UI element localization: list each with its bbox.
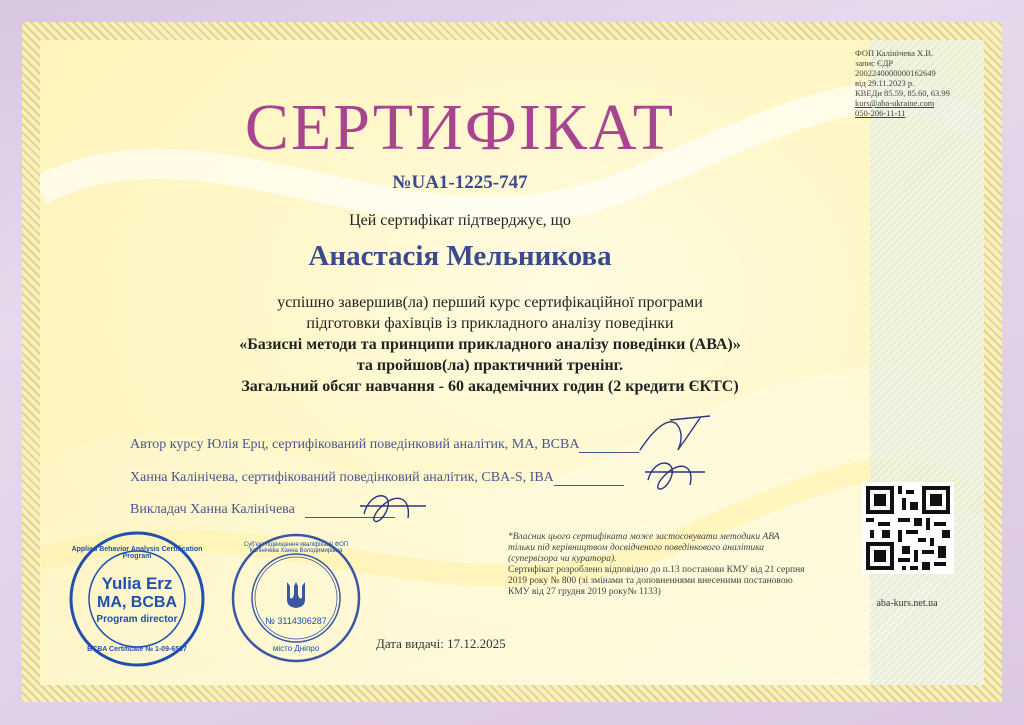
- course-name: «Базисні методи та принципи прикладного аналізу поведінки (АВА)»: [239, 336, 741, 353]
- note-disclaimer: *Власник цього сертифіката може застосовувати методики АВА тільки під керівництвом досвідченого поведінкового аналітика (супервізора чи куратора).: [508, 532, 780, 564]
- website-link[interactable]: aba-kurs.net.ua: [876, 598, 938, 609]
- stamp-name: Yulia Erz: [101, 574, 173, 593]
- signature-label: Ханна Калінічева, сертифікований поведінковий аналітик, CBA-S, IBA: [130, 470, 554, 485]
- registration-info: [855, 48, 975, 118]
- issue-date: Дата видачі: 17.12.2025: [376, 636, 506, 651]
- stamp-role: Program director: [96, 614, 178, 625]
- program-director-stamp: [68, 530, 206, 668]
- reg-line: 2002240000000162649: [855, 68, 936, 78]
- signature-scribble-teacher: [356, 482, 436, 532]
- course-description: [130, 292, 850, 397]
- body-line: та пройшов(ла) практичний тренінг.: [356, 357, 624, 374]
- signature-scribble-director: [640, 450, 710, 500]
- organization-stamp: [230, 532, 362, 664]
- certificate-title: СЕРТИФІКАТ: [244, 91, 676, 164]
- phone-link[interactable]: 050-206-11-11: [855, 108, 906, 118]
- reg-line: ФОП Калінічева Х.В.: [855, 48, 934, 58]
- reg-line: КВЕДи 85.59, 85.60, 63.99: [855, 88, 950, 98]
- body-line: підготовки фахівців із прикладного аналізу поведінки: [306, 315, 674, 332]
- signature-line-author: [130, 437, 639, 453]
- stamp-ring-text: Applied Behavior Analysis Certification Program: [71, 546, 203, 560]
- stamp-code: № 3114306287: [265, 616, 327, 626]
- stamp-ring-text: Суб'єкт підвищення кваліфікації ФОП Калінічева Ханна Володимирівна: [243, 542, 349, 554]
- recipient-name: Анастасія Мельникова: [308, 240, 612, 272]
- stamp-bottom-text: BCBA Certificate № 1-09-6507: [87, 646, 187, 653]
- certificate-number: №UA1-1225-747: [392, 172, 528, 193]
- legal-note: [508, 532, 808, 598]
- note-regulation: Сертифікат розроблено відповідно до п.13 постанови КМУ від 21 серпня 2019 року № 800 (зі змінами та доповненнями внесеними постановою КМУ від 27 грудня 2019 року№ 1133): [508, 565, 805, 597]
- stamp-degree: MA, BCBA: [97, 594, 177, 611]
- stamp-city: місто Дніпро: [272, 644, 320, 653]
- certificate-body: [40, 40, 984, 685]
- signature-label: Автор курсу Юлія Ерц, сертифікований поведінковий аналітик, МА, BCBA: [130, 437, 580, 452]
- qr-code: [862, 482, 954, 574]
- confirm-text: Цей сертифікат підтверджує, що: [349, 212, 571, 229]
- signature-label: Викладач Ханна Калінічева: [130, 502, 295, 517]
- security-pattern-band: [870, 40, 984, 685]
- email-link[interactable]: kurs@aba-ukraine.com: [855, 98, 935, 108]
- reg-line: запис ЄДР: [855, 58, 894, 68]
- reg-line: від 29.11.2023 р.: [855, 78, 915, 88]
- total-hours: Загальний обсяг навчання - 60 академічних годин (2 кредити ЄКТС): [241, 378, 739, 395]
- trident-icon: [284, 580, 308, 610]
- body-line: успішно завершив(ла) перший курс сертифікаційної програми: [277, 294, 703, 311]
